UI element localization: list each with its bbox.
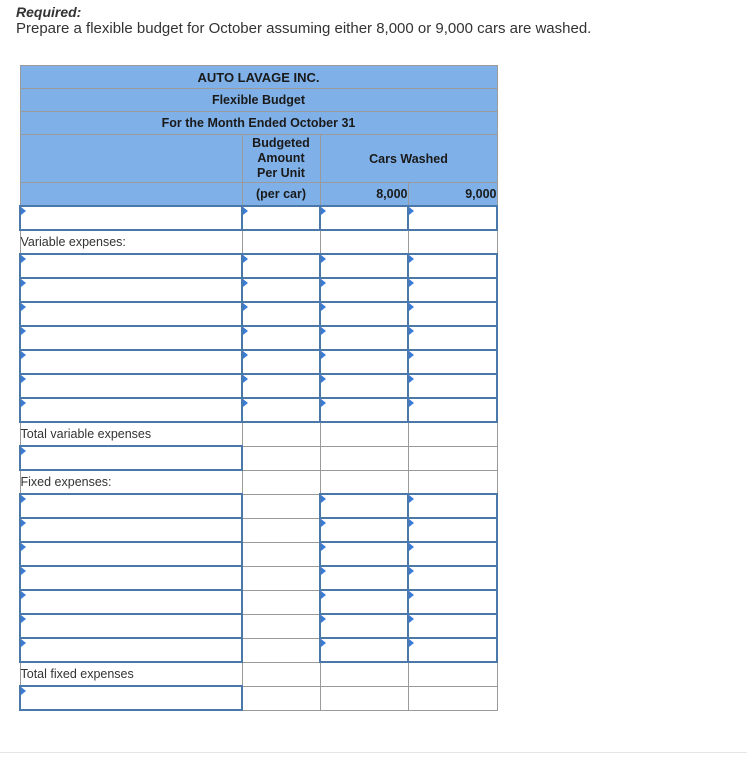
label-column-input[interactable]	[20, 518, 242, 542]
dropdown-marker-icon	[321, 255, 326, 263]
dropdown-marker-icon	[21, 615, 26, 623]
input-row	[20, 590, 497, 614]
per-unit-column-input[interactable]	[242, 374, 320, 398]
budget-period: For the Month Ended October 31	[20, 112, 497, 135]
label-column-input[interactable]	[20, 302, 242, 326]
empty-cell	[408, 662, 497, 686]
label-column-input[interactable]	[20, 326, 242, 350]
label-column-input[interactable]	[20, 350, 242, 374]
dropdown-marker-icon	[321, 351, 326, 359]
label-column-input[interactable]	[20, 542, 242, 566]
input-row	[20, 278, 497, 302]
empty-cell	[242, 470, 320, 494]
row-label: Variable expenses:	[20, 230, 242, 254]
dropdown-marker-icon	[409, 207, 414, 215]
dropdown-marker-icon	[21, 303, 26, 311]
input-row	[20, 686, 497, 710]
empty-cell	[320, 230, 408, 254]
cars-9000-header: 9,000	[408, 183, 497, 207]
dropdown-marker-icon	[409, 303, 414, 311]
dropdown-marker-icon	[409, 279, 414, 287]
input-row	[20, 518, 497, 542]
cars-washed-header: Cars Washed	[320, 135, 497, 183]
empty-cell	[242, 494, 320, 518]
dropdown-marker-icon	[321, 375, 326, 383]
empty-cell	[408, 470, 497, 494]
label-row	[20, 470, 497, 494]
dropdown-marker-icon	[21, 351, 26, 359]
input-row	[20, 206, 497, 230]
dropdown-marker-icon	[321, 327, 326, 335]
cars-8000-column-input[interactable]	[320, 614, 408, 638]
per-car-header: (per car)	[242, 183, 320, 207]
cars-9000-column-input[interactable]	[408, 590, 497, 614]
empty-cell	[242, 542, 320, 566]
dropdown-marker-icon	[409, 495, 414, 503]
input-row	[20, 494, 497, 518]
cars-8000-column-input[interactable]	[320, 206, 408, 230]
cars-8000-header: 8,000	[320, 183, 408, 207]
bottom-divider	[0, 752, 747, 753]
dropdown-marker-icon	[243, 375, 248, 383]
dropdown-marker-icon	[21, 567, 26, 575]
cars-8000-column-input[interactable]	[320, 638, 408, 662]
instructions-text: Prepare a flexible budget for October assuming either 8,000 or 9,000 cars are washed.	[16, 20, 592, 37]
cars-8000-column-input[interactable]	[320, 254, 408, 278]
dropdown-marker-icon	[21, 447, 26, 455]
flexible-budget-table	[19, 65, 498, 711]
input-row	[20, 254, 497, 278]
input-row	[20, 566, 497, 590]
dropdown-marker-icon	[409, 399, 414, 407]
per-unit-column-input[interactable]	[242, 278, 320, 302]
dropdown-marker-icon	[409, 591, 414, 599]
cars-9000-column-input[interactable]	[408, 494, 497, 518]
empty-cell	[408, 446, 497, 470]
dropdown-marker-icon	[321, 567, 326, 575]
per-unit-column-input[interactable]	[242, 398, 320, 422]
dropdown-marker-icon	[21, 543, 26, 551]
dropdown-marker-icon	[321, 279, 326, 287]
budget-title: Flexible Budget	[20, 89, 497, 112]
cars-9000-column-input[interactable]	[408, 614, 497, 638]
dropdown-marker-icon	[243, 351, 248, 359]
label-column-input[interactable]	[20, 374, 242, 398]
budgeted-amount-header: Budgeted Amount Per Unit	[242, 135, 320, 183]
dropdown-marker-icon	[321, 495, 326, 503]
cars-8000-column-input[interactable]	[320, 302, 408, 326]
row-label: Fixed expenses:	[20, 470, 242, 494]
empty-cell	[242, 518, 320, 542]
dropdown-marker-icon	[321, 615, 326, 623]
label-row	[20, 422, 497, 446]
per-unit-column-input[interactable]	[242, 350, 320, 374]
cars-8000-column-input[interactable]	[320, 566, 408, 590]
cars-9000-column-input[interactable]	[408, 326, 497, 350]
empty-cell	[242, 686, 320, 710]
dropdown-marker-icon	[21, 639, 26, 647]
dropdown-marker-icon	[21, 279, 26, 287]
per-unit-column-input[interactable]	[242, 326, 320, 350]
empty-cell	[242, 614, 320, 638]
dropdown-marker-icon	[243, 327, 248, 335]
cars-9000-column-input[interactable]	[408, 638, 497, 662]
cars-8000-column-input[interactable]	[320, 590, 408, 614]
empty-cell	[242, 590, 320, 614]
cars-9000-column-input[interactable]	[408, 350, 497, 374]
label-row	[20, 662, 497, 686]
label-column-input[interactable]	[20, 206, 242, 230]
dropdown-marker-icon	[321, 639, 326, 647]
empty-cell	[320, 446, 408, 470]
input-row	[20, 446, 497, 470]
dropdown-marker-icon	[409, 615, 414, 623]
company-name: AUTO LAVAGE INC.	[20, 66, 497, 89]
cars-8000-column-input[interactable]	[320, 494, 408, 518]
dropdown-marker-icon	[321, 591, 326, 599]
input-row	[20, 614, 497, 638]
empty-cell	[320, 662, 408, 686]
per-unit-column-input[interactable]	[242, 254, 320, 278]
input-row	[20, 350, 497, 374]
cars-8000-column-input[interactable]	[320, 542, 408, 566]
dropdown-marker-icon	[21, 519, 26, 527]
input-row	[20, 326, 497, 350]
label-column-input[interactable]	[20, 278, 242, 302]
dropdown-marker-icon	[409, 255, 414, 263]
dropdown-marker-icon	[409, 639, 414, 647]
dropdown-marker-icon	[409, 351, 414, 359]
label-column-input[interactable]	[20, 398, 242, 422]
dropdown-marker-icon	[409, 519, 414, 527]
dropdown-marker-icon	[321, 207, 326, 215]
cars-9000-column-input[interactable]	[408, 542, 497, 566]
cars-8000-column-input[interactable]	[320, 374, 408, 398]
empty-cell	[242, 446, 320, 470]
empty-cell	[242, 422, 320, 446]
dropdown-marker-icon	[409, 543, 414, 551]
cars-9000-column-input[interactable]	[408, 206, 497, 230]
cars-8000-column-input[interactable]	[320, 350, 408, 374]
label-column-input[interactable]	[20, 254, 242, 278]
cars-9000-column-input[interactable]	[408, 518, 497, 542]
cars-9000-column-input[interactable]	[408, 398, 497, 422]
input-row	[20, 398, 497, 422]
empty-cell	[408, 422, 497, 446]
dropdown-marker-icon	[21, 255, 26, 263]
label-column-input[interactable]	[20, 590, 242, 614]
label-column-input[interactable]	[20, 494, 242, 518]
dropdown-marker-icon	[243, 399, 248, 407]
per-unit-column-input[interactable]	[242, 302, 320, 326]
dropdown-marker-icon	[21, 375, 26, 383]
dropdown-marker-icon	[409, 375, 414, 383]
empty-cell	[408, 230, 497, 254]
cars-9000-column-input[interactable]	[408, 566, 497, 590]
label-row	[20, 230, 497, 254]
dropdown-marker-icon	[21, 399, 26, 407]
dropdown-marker-icon	[243, 255, 248, 263]
label-column-input[interactable]	[20, 614, 242, 638]
empty-cell	[242, 230, 320, 254]
dropdown-marker-icon	[409, 567, 414, 575]
dropdown-marker-icon	[243, 303, 248, 311]
input-row	[20, 638, 497, 662]
per-unit-column-input[interactable]	[242, 206, 320, 230]
dropdown-marker-icon	[21, 591, 26, 599]
dropdown-marker-icon	[21, 687, 26, 695]
dropdown-marker-icon	[21, 495, 26, 503]
empty-cell	[242, 638, 320, 662]
input-row	[20, 374, 497, 398]
header-blank-2	[20, 183, 242, 207]
cars-8000-column-input[interactable]	[320, 518, 408, 542]
cars-8000-column-input[interactable]	[320, 278, 408, 302]
row-label: Total variable expenses	[20, 422, 242, 446]
empty-cell	[320, 686, 408, 710]
header-blank	[20, 135, 242, 183]
cars-9000-column-input[interactable]	[408, 302, 497, 326]
empty-cell	[242, 662, 320, 686]
label-column-input[interactable]	[20, 638, 242, 662]
cars-9000-column-input[interactable]	[408, 374, 497, 398]
required-heading: Required:	[16, 4, 82, 20]
dropdown-marker-icon	[21, 327, 26, 335]
empty-cell	[320, 422, 408, 446]
empty-cell	[242, 566, 320, 590]
label-column-input[interactable]	[20, 446, 242, 470]
input-row	[20, 542, 497, 566]
cars-9000-column-input[interactable]	[408, 254, 497, 278]
empty-cell	[320, 470, 408, 494]
dropdown-marker-icon	[21, 207, 26, 215]
dropdown-marker-icon	[243, 207, 248, 215]
dropdown-marker-icon	[321, 399, 326, 407]
row-label: Total fixed expenses	[20, 662, 242, 686]
dropdown-marker-icon	[409, 327, 414, 335]
dropdown-marker-icon	[321, 303, 326, 311]
label-column-input[interactable]	[20, 686, 242, 710]
empty-cell	[408, 686, 497, 710]
dropdown-marker-icon	[321, 543, 326, 551]
dropdown-marker-icon	[243, 279, 248, 287]
cars-9000-column-input[interactable]	[408, 278, 497, 302]
label-column-input[interactable]	[20, 566, 242, 590]
dropdown-marker-icon	[321, 519, 326, 527]
input-row	[20, 302, 497, 326]
cars-8000-column-input[interactable]	[320, 398, 408, 422]
cars-8000-column-input[interactable]	[320, 326, 408, 350]
